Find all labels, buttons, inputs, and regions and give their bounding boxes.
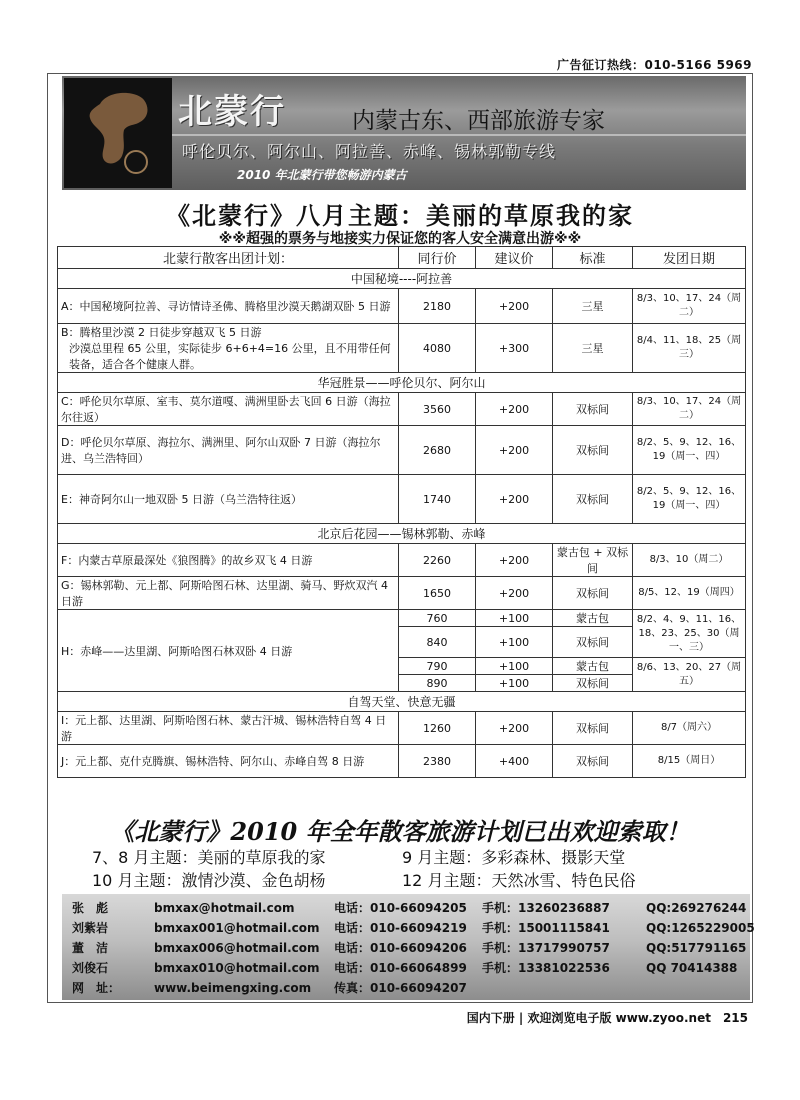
contact-name: 董 洁 bbox=[72, 941, 109, 955]
contact-name: 刘紫岩 bbox=[72, 921, 109, 935]
standard-cell: 双标间 bbox=[553, 712, 633, 745]
price-cell: 1650 bbox=[399, 577, 476, 610]
route-cell: G：锡林郭勒、元上都、阿斯哈图石林、达里湖、骑马、野炊双汽 4 日游 bbox=[58, 577, 399, 610]
standard-cell: 双标间 bbox=[553, 745, 633, 778]
dates-cell: 8/4、11、18、25（周三） bbox=[633, 324, 746, 373]
route-cell: J：元上都、克什克腾旗、锡林浩特、阿尔山、赤峰自驾 8 日游 bbox=[58, 745, 399, 778]
website-label: 网 址： bbox=[72, 981, 121, 995]
price-cell: 4080 bbox=[399, 324, 476, 373]
dates-cell: 8/5、12、19（周四） bbox=[633, 577, 746, 610]
dates-cell: 8/3、10、17、24（周二） bbox=[633, 289, 746, 324]
price-cell: 1740 bbox=[399, 475, 476, 524]
standard-cell: 蒙古包 bbox=[553, 658, 633, 675]
standard-cell: 三星 bbox=[553, 289, 633, 324]
theme-item: 10 月主题：激情沙漠、金色胡杨 bbox=[92, 871, 326, 890]
contact-mobile: 手机：13260236887 bbox=[482, 901, 610, 915]
website-row bbox=[72, 978, 755, 998]
contact-row bbox=[72, 898, 755, 918]
contact-phone: 电话：010-66094219 bbox=[334, 921, 467, 935]
theme-item: 7、8 月主题：美丽的草原我的家 bbox=[92, 848, 326, 867]
standard-cell: 双标间 bbox=[553, 393, 633, 426]
horse-logo-icon bbox=[78, 86, 158, 181]
dates-cell: 8/7（周六） bbox=[633, 712, 746, 745]
contact-mobile: 手机：15001115841 bbox=[482, 921, 610, 935]
page-subtitle: ※※超强的票务与地接实力保证您的客人安全满意出游※※ bbox=[218, 231, 582, 247]
contact-name: 刘俊石 bbox=[72, 961, 109, 975]
table-row bbox=[58, 577, 746, 610]
standard-cell: 双标间 bbox=[553, 627, 633, 658]
route-cell: C：呼伦贝尔草原、室韦、莫尔道嘎、满洲里卧去飞回 6 日游（海拉尔往返） bbox=[58, 393, 399, 426]
contact-email[interactable]: bmxax010@hotmail.com bbox=[154, 961, 320, 975]
suggest-cell: +200 bbox=[476, 289, 553, 324]
ad-hotline: 广告征订热线：010-5166 5969 bbox=[556, 58, 752, 72]
themes-row bbox=[92, 846, 712, 869]
website-url[interactable]: www.beimengxing.com bbox=[154, 981, 312, 995]
tour-schedule-table bbox=[57, 246, 746, 778]
route-list: 呼伦贝尔、阿尔山、阿拉善、赤峰、锡林郭勒专线 bbox=[182, 142, 557, 161]
suggest-cell: +100 bbox=[476, 627, 553, 658]
header-banner bbox=[62, 76, 746, 190]
standard-cell: 双标间 bbox=[553, 426, 633, 475]
col-header-suggest: 建议价 bbox=[476, 247, 553, 269]
standard-cell: 双标间 bbox=[553, 675, 633, 692]
logo bbox=[64, 78, 172, 188]
table-row bbox=[58, 475, 746, 524]
dates-cell: 8/3、10（周二） bbox=[633, 544, 746, 577]
dates-cell: 8/3、10、17、24（周二） bbox=[633, 393, 746, 426]
theme-item: 12 月主题：天然冰雪、特色民俗 bbox=[402, 871, 636, 890]
dates-cell: 8/2、5、9、12、16、19（周一、四） bbox=[633, 475, 746, 524]
suggest-cell: +200 bbox=[476, 544, 553, 577]
route-cell: E：神奇阿尔山一地双卧 5 日游（乌兰浩特往返） bbox=[58, 475, 399, 524]
contact-qq: QQ:517791165 bbox=[646, 941, 747, 955]
suggest-cell: +200 bbox=[476, 475, 553, 524]
contact-email[interactable]: bmxax006@hotmail.com bbox=[154, 941, 320, 955]
promo-heading: 《北蒙行》2010 年全年散客旅游计划已出欢迎索取！ bbox=[110, 817, 690, 846]
brand-name: 北蒙行 bbox=[178, 92, 286, 132]
section-title: 华冠胜景——呼伦贝尔、阿尔山 bbox=[58, 373, 746, 393]
contact-phone: 电话：010-66064899 bbox=[334, 961, 467, 975]
table-row bbox=[58, 324, 746, 373]
section-row bbox=[58, 269, 746, 289]
route-cell: H：赤峰——达里湖、阿斯哈图石林双卧 4 日游 bbox=[58, 610, 399, 692]
page-title: 《北蒙行》八月主题：美丽的草原我的家 bbox=[166, 201, 634, 230]
section-title: 北京后花园——锡林郭勒、赤峰 bbox=[58, 524, 746, 544]
route-cell: I：元上都、达里湖、阿斯哈图石林、蒙古汗城、锡林浩特自驾 4 日游 bbox=[58, 712, 399, 745]
contact-mobile: 手机：13381022536 bbox=[482, 961, 610, 975]
suggest-cell: +100 bbox=[476, 610, 553, 627]
price-cell: 2260 bbox=[399, 544, 476, 577]
contact-qq: QQ:1265229005 bbox=[646, 921, 755, 935]
banner-tagline: 2010 年北蒙行带您畅游内蒙古 bbox=[237, 168, 407, 182]
col-header-standard: 标准 bbox=[553, 247, 633, 269]
suggest-cell: +100 bbox=[476, 675, 553, 692]
section-row bbox=[58, 692, 746, 712]
standard-cell: 双标间 bbox=[553, 577, 633, 610]
suggest-cell: +100 bbox=[476, 658, 553, 675]
route-cell: A：中国秘境阿拉善、寻访情诗圣佛、腾格里沙漠天鹅湖双卧 5 日游 bbox=[58, 289, 399, 324]
section-title: 中国秘境----阿拉善 bbox=[58, 269, 746, 289]
table-header-row bbox=[58, 247, 746, 269]
standard-cell: 蒙古包 + 双标间 bbox=[553, 544, 633, 577]
dates-cell: 8/2、5、9、12、16、19（周一、四） bbox=[633, 426, 746, 475]
contact-row bbox=[72, 938, 755, 958]
section-row bbox=[58, 373, 746, 393]
route-cell: F：内蒙古草原最深处《狼图腾》的故乡双飞 4 日游 bbox=[58, 544, 399, 577]
contact-email[interactable]: bmxax@hotmail.com bbox=[154, 901, 295, 915]
suggest-cell: +200 bbox=[476, 577, 553, 610]
suggest-cell: +400 bbox=[476, 745, 553, 778]
standard-cell: 三星 bbox=[553, 324, 633, 373]
suggest-cell: +300 bbox=[476, 324, 553, 373]
contact-qq: QQ 70414388 bbox=[646, 961, 738, 975]
suggest-cell: +200 bbox=[476, 426, 553, 475]
brand-slogan: 内蒙古东、西部旅游专家 bbox=[352, 108, 605, 134]
price-cell: 1260 bbox=[399, 712, 476, 745]
contact-qq: QQ:269276244 bbox=[646, 901, 747, 915]
section-row bbox=[58, 524, 746, 544]
standard-cell: 蒙古包 bbox=[553, 610, 633, 627]
table-row bbox=[58, 393, 746, 426]
route-title: B：腾格里沙漠 2 日徒步穿越双飞 5 日游 bbox=[61, 326, 262, 339]
price-cell: 760 bbox=[399, 610, 476, 627]
table-row bbox=[58, 610, 746, 627]
suggest-cell: +200 bbox=[476, 393, 553, 426]
contact-phone: 电话：010-66094205 bbox=[334, 901, 467, 915]
price-cell: 790 bbox=[399, 658, 476, 675]
monthly-themes bbox=[92, 846, 712, 892]
dates-cell: 8/15（周日） bbox=[633, 745, 746, 778]
contact-list bbox=[72, 898, 755, 998]
contact-email[interactable]: bmxax001@hotmail.com bbox=[154, 921, 320, 935]
dates-cell: 8/6、13、20、27（周五） bbox=[633, 658, 746, 692]
fax-number: 传真：010-66094207 bbox=[334, 981, 467, 995]
route-cell: D：呼伦贝尔草原、海拉尔、满洲里、阿尔山双卧 7 日游（海拉尔进、乌兰浩特回） bbox=[58, 426, 399, 475]
price-cell: 890 bbox=[399, 675, 476, 692]
price-cell: 2680 bbox=[399, 426, 476, 475]
route-cell bbox=[58, 324, 399, 373]
dates-cell: 8/2、4、9、11、16、18、23、25、30（周一、三） bbox=[633, 610, 746, 658]
contact-mobile: 手机：13717990757 bbox=[482, 941, 610, 955]
standard-cell: 双标间 bbox=[553, 475, 633, 524]
themes-row bbox=[92, 869, 712, 892]
price-cell: 840 bbox=[399, 627, 476, 658]
theme-item: 9 月主题：多彩森林、摄影天堂 bbox=[402, 848, 626, 867]
price-cell: 2380 bbox=[399, 745, 476, 778]
page-footer: 国内下册 | 欢迎浏览电子版 www.zyoo.net 215 bbox=[466, 1011, 748, 1025]
price-cell: 3560 bbox=[399, 393, 476, 426]
table-row bbox=[58, 426, 746, 475]
table-row bbox=[58, 544, 746, 577]
suggest-cell: +200 bbox=[476, 712, 553, 745]
col-header-route: 北蒙行散客出团计划： bbox=[58, 247, 399, 269]
contact-row bbox=[72, 958, 755, 978]
table-row bbox=[58, 712, 746, 745]
contact-row bbox=[72, 918, 755, 938]
contact-name: 张 彪 bbox=[72, 901, 109, 915]
price-cell: 2180 bbox=[399, 289, 476, 324]
col-header-dates: 发团日期 bbox=[633, 247, 746, 269]
route-note: 沙漠总里程 65 公里，实际徒步 6+6+4=16 公里，且不用带任何装备，适合各个健康人群。 bbox=[69, 342, 391, 371]
table-row bbox=[58, 289, 746, 324]
contact-phone: 电话：010-66094206 bbox=[334, 941, 467, 955]
col-header-price: 同行价 bbox=[399, 247, 476, 269]
table-row bbox=[58, 745, 746, 778]
section-title: 自驾天堂、快意无疆 bbox=[58, 692, 746, 712]
